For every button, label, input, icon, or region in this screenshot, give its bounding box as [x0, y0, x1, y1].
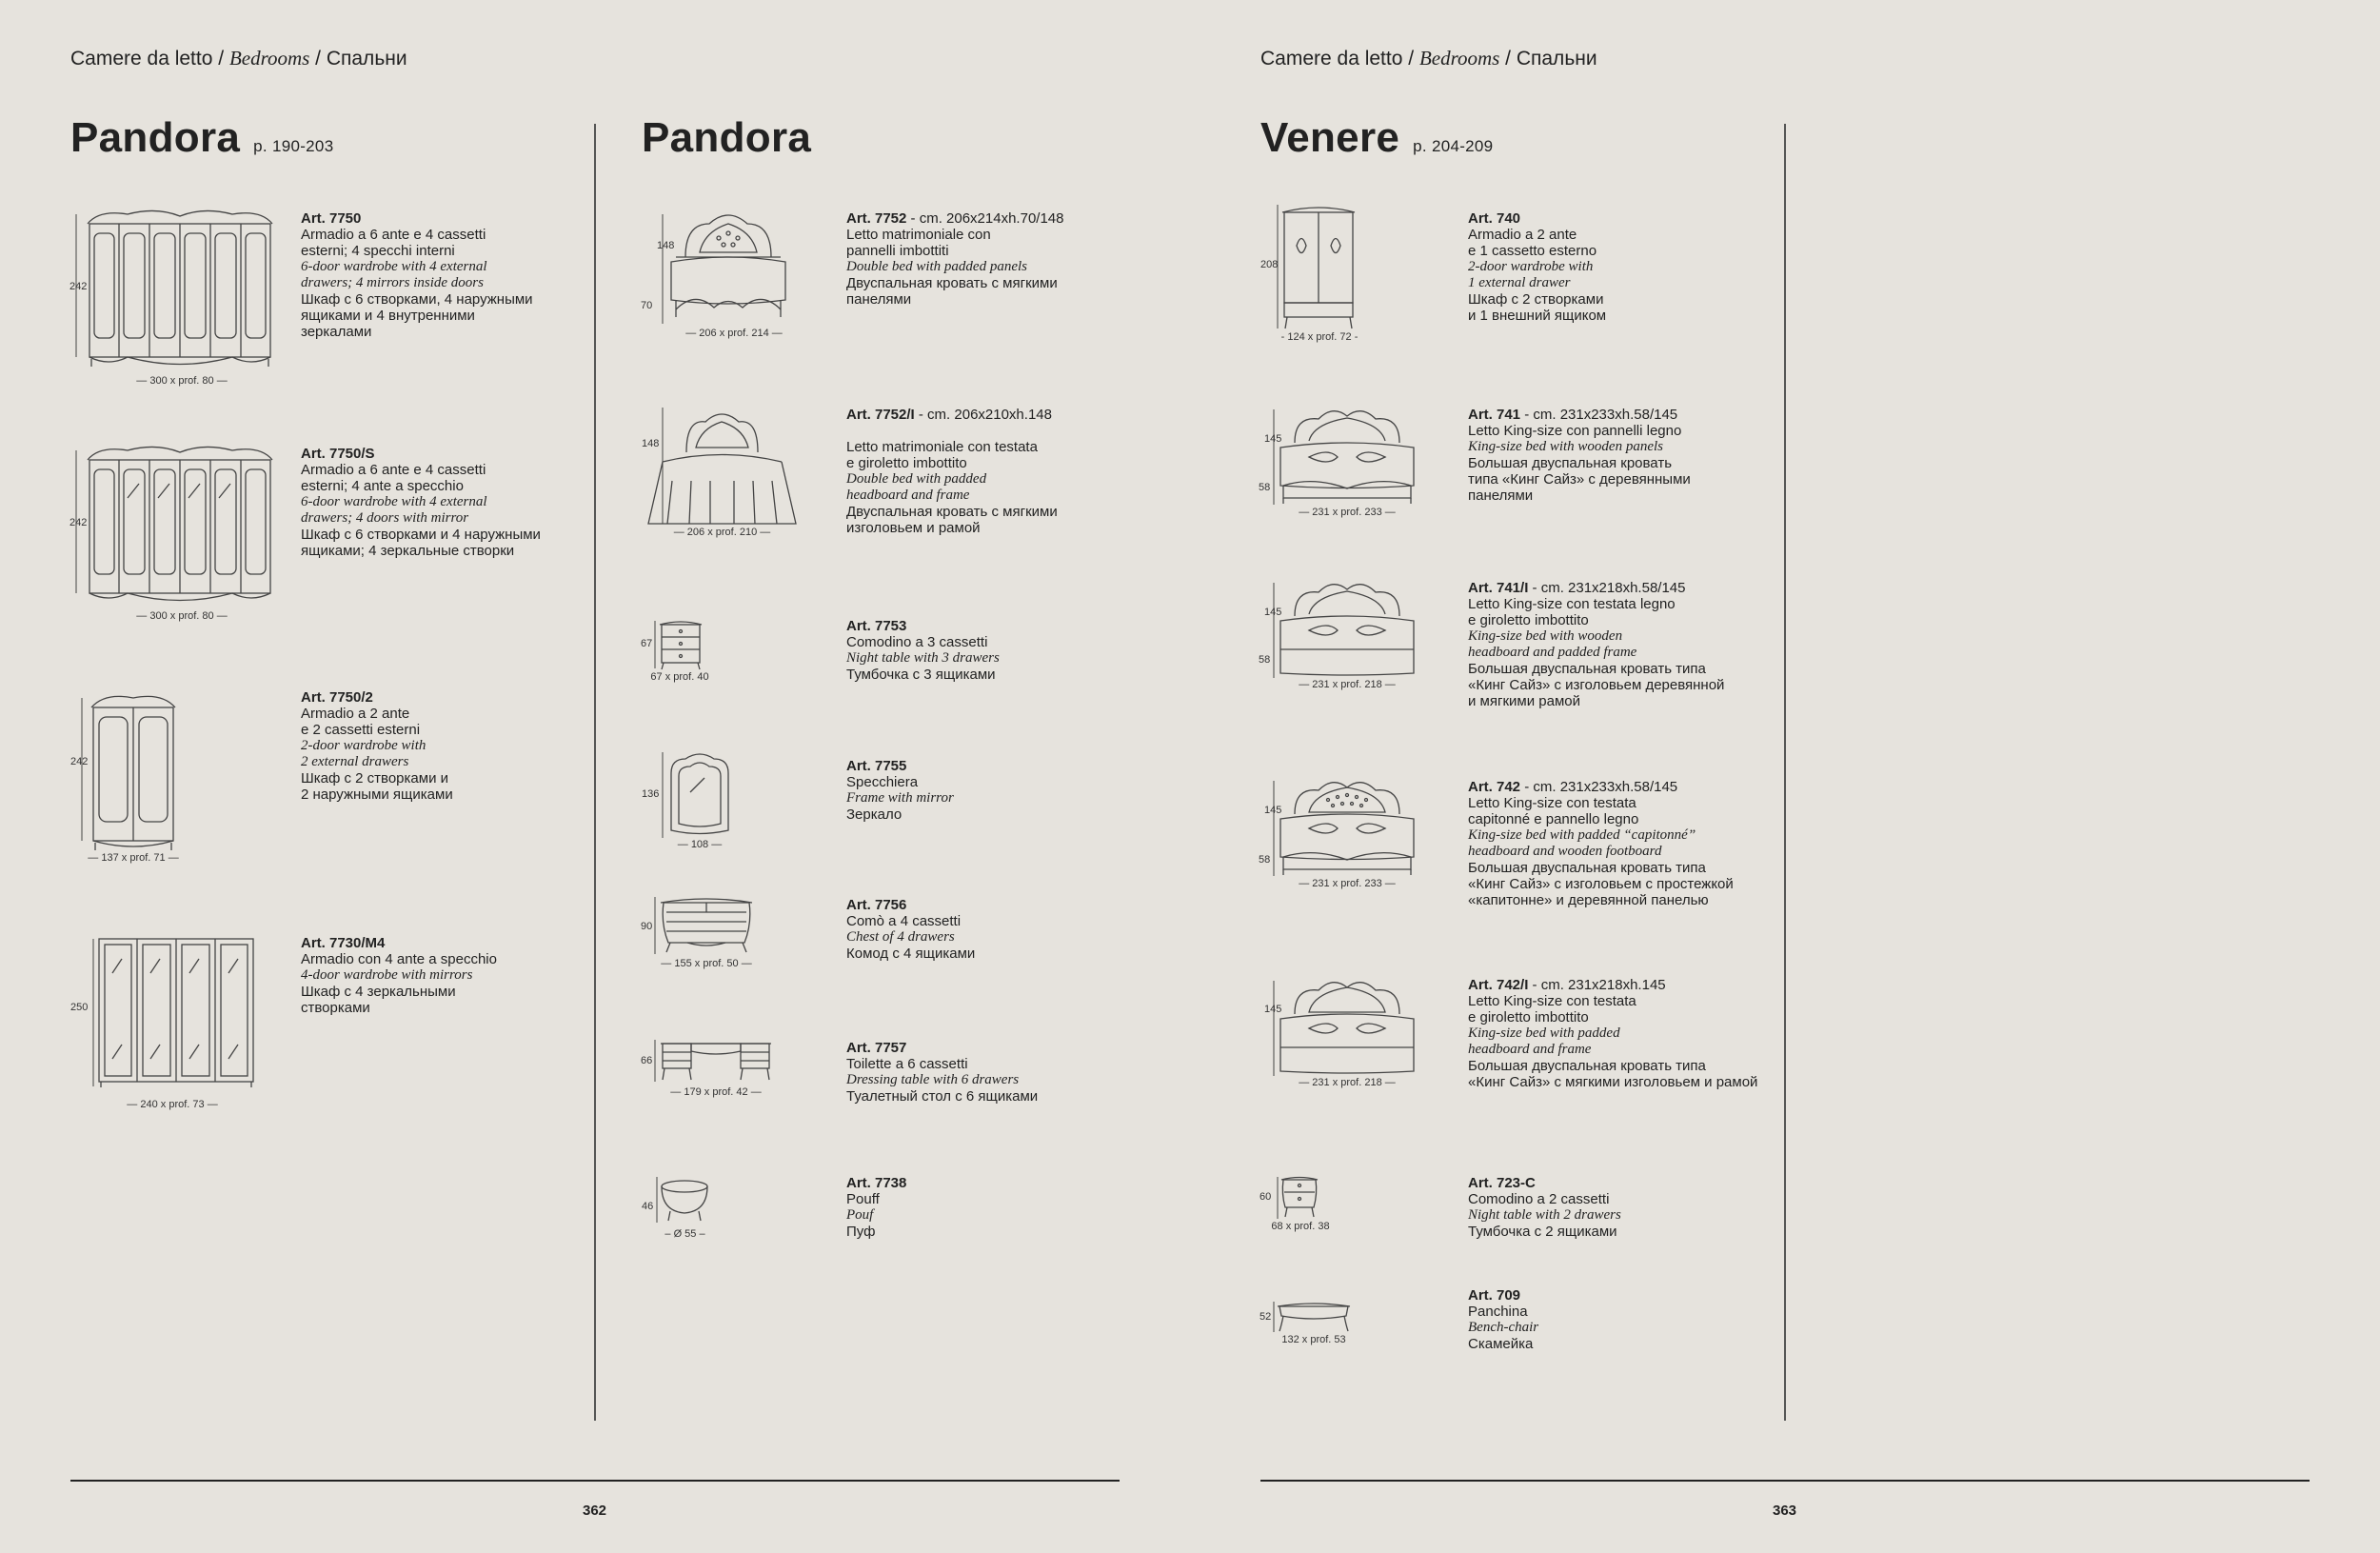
height-label: 46 — [642, 1201, 654, 1212]
width-label: — 206 x prof. 210 — — [673, 527, 771, 538]
bed-741i-drawing — [1276, 578, 1418, 683]
item-740: Art. 740 Armadio a 2 ante e 1 cassetto esterno 2-door wardrobe with 1 external drawer Шкаф с 2 створками и 1 внешний ящиком — [1468, 210, 1607, 324]
item-7752i: Art. 7752/I - cm. 206x210xh.148 Letto matrimoniale con testata e giroletto imbottito Double bed with padded headboard and frame Двуспальная кровать с мягкими изголовьем и рамой — [846, 407, 1058, 536]
page-number-left: 362 — [583, 1503, 607, 1519]
footer-rule-right — [1260, 1480, 2310, 1482]
item-742: Art. 742 - cm. 231x233xh.58/145 Letto King-size con testata capitonné e pannello legno King-size bed with padded “capitonné” headboard and wooden footboard Большая двуспальная кровать типа «Кинг Сайз» с изголовьем с простежкой «капитонне» и деревянной панелью — [1468, 779, 1734, 908]
height-line — [1272, 1302, 1276, 1332]
height-label: 148 — [642, 438, 660, 449]
width-label: — 240 x prof. 73 — — [127, 1099, 218, 1110]
height-line — [653, 1040, 657, 1082]
height-label: 70 — [641, 300, 653, 311]
item-7753: Art. 7753 Comodino a 3 cassetti Night table with 3 drawers Тумбочка с 3 ящиками — [846, 618, 1000, 683]
bed-741-drawing — [1276, 405, 1418, 509]
width-label: — 231 x prof. 218 — — [1299, 1077, 1396, 1088]
item-709: Art. 709 Panchina Bench-chair Скамейка — [1468, 1287, 1539, 1352]
item-7755: Art. 7755 Specchiera Frame with mirror Зеркало — [846, 758, 954, 823]
width-label: — 231 x prof. 218 — — [1299, 679, 1396, 690]
nightstand-723c-drawing — [1279, 1175, 1319, 1224]
height-line — [1276, 1177, 1279, 1219]
height-line — [661, 752, 664, 838]
height-label: 58 — [1259, 654, 1271, 666]
width-label: — 300 x prof. 80 — — [136, 610, 228, 622]
height-line — [661, 408, 664, 524]
item-7738: Art. 7738 Pouff Pouf Пуф — [846, 1175, 907, 1240]
width-label: 67 x prof. 40 — [650, 671, 709, 683]
item-7750-2: Art. 7750/2 Armadio a 2 ante e 2 cassetti esterni 2-door wardrobe with 2 external drawers Шкаф с 2 створками и 2 наружными ящиками — [301, 689, 453, 803]
height-line — [1272, 781, 1276, 876]
width-label: — 137 x prof. 71 — — [88, 852, 179, 864]
height-label: 208 — [1260, 259, 1279, 270]
page-number-right: 363 — [1773, 1503, 1797, 1519]
item-7752: Art. 7752 - cm. 206x214xh.70/148 Letto matrimoniale con pannelli imbottiti Double bed with padded panels Двуспальная кровать с мягкими панелями — [846, 210, 1064, 308]
section-title-pandora-2: Pandora — [642, 114, 812, 161]
height-label: 60 — [1259, 1191, 1272, 1203]
bed-7752-drawing — [666, 205, 790, 329]
width-label: 132 x prof. 53 — [1281, 1334, 1346, 1345]
item-723c: Art. 723-C Comodino a 2 cassetti Night table with 2 drawers Тумбочка с 2 ящиками — [1468, 1175, 1621, 1240]
item-7750s: Art. 7750/S Armadio a 6 ante e 4 cassetti esterni; 4 ante a specchio 6-door wardrobe with 4 external drawers; 4 doors with mirror Шкаф с 6 створками и 4 наружными ящиками; 4 зеркальные створки — [301, 446, 541, 559]
height-label: 58 — [1259, 482, 1271, 493]
section-title-pandora-1: Pandora p. 190-203 — [70, 114, 334, 161]
dressing-table-7757-drawing — [659, 1038, 773, 1090]
height-line — [655, 1177, 659, 1223]
item-7750: Art. 7750 Armadio a 6 ante e 4 cassetti esterni; 4 specchi interni 6-door wardrobe with 4 external drawers; 4 mirrors inside doors Шкаф с 6 створками, 4 наружными ящиками и 4 внутренними зеркалами — [301, 210, 533, 340]
height-label: 52 — [1259, 1311, 1272, 1323]
item-7756: Art. 7756 Comò a 4 cassetti Chest of 4 drawers Комод с 4 ящиками — [846, 897, 976, 962]
wardrobe-7750s-drawing — [80, 441, 280, 612]
item-741: Art. 741 - cm. 231x233xh.58/145 Letto King-size con pannelli legno King-size bed with wooden panels Большая двуспальная кровать типа «Кинг Сайз» с деревянными панелями — [1468, 407, 1691, 504]
height-line — [1272, 409, 1276, 505]
width-label: — 206 x prof. 214 — — [685, 328, 783, 339]
width-label: — 231 x prof. 233 — — [1299, 878, 1396, 889]
height-label: 67 — [641, 638, 653, 649]
height-line — [653, 897, 657, 954]
wardrobe-740-drawing — [1279, 203, 1358, 336]
section-title-venere: Venere p. 204-209 — [1260, 114, 1494, 161]
wardrobe-7730-drawing — [95, 935, 257, 1097]
height-label: 145 — [1264, 607, 1282, 618]
width-label: - 124 x prof. 72 - — [1280, 331, 1359, 343]
item-741i: Art. 741/I - cm. 231x218xh.58/145 Letto King-size con testata legno e giroletto imbottito King-size bed with wooden headboard and padded frame Большая двуспальная кровать типа «Кинг Сайз» с изголовьем деревянной и мягкими рамой — [1468, 580, 1725, 709]
width-label: — 300 x prof. 80 — — [136, 375, 228, 387]
height-label: 145 — [1264, 1004, 1282, 1015]
footer-rule-left — [70, 1480, 1120, 1482]
height-label: 145 — [1264, 433, 1282, 445]
height-line — [80, 698, 84, 841]
height-label: 250 — [70, 1002, 89, 1013]
chest-7756-drawing — [659, 895, 754, 962]
width-label: – Ø 55 – — [664, 1228, 705, 1240]
height-line — [1272, 583, 1276, 678]
height-label: 148 — [657, 240, 675, 251]
height-line — [91, 939, 95, 1086]
bed-742-drawing — [1276, 776, 1418, 881]
nightstand-7753-drawing — [657, 619, 704, 676]
bed-742i-drawing — [1276, 976, 1418, 1081]
height-label: 242 — [69, 517, 88, 528]
mirror-7755-drawing — [666, 749, 733, 845]
breadcrumb-right: Camere da letto / Bedrooms / Спальни — [1260, 47, 1597, 70]
bed-7752i-drawing — [644, 405, 801, 533]
height-label: 242 — [70, 756, 89, 767]
item-742i: Art. 742/I - cm. 231x218xh.145 Letto King-size con testata e giroletto imbottito King-size bed with padded headboard and frame Большая двуспальная кровать типа «Кинг Сайз» с мягкими изголовьем и рамой — [1468, 977, 1758, 1090]
wardrobe-7750-drawing — [80, 205, 280, 376]
height-label: 90 — [641, 921, 653, 932]
breadcrumb-left: Camere da letto / Bedrooms / Спальни — [70, 47, 407, 70]
height-label: 66 — [641, 1055, 653, 1066]
height-line — [661, 214, 664, 324]
wardrobe-7750-2-drawing — [86, 688, 181, 860]
pouf-7738-drawing — [659, 1177, 711, 1229]
item-7730: Art. 7730/M4 Armadio con 4 ante a specchio 4-door wardrobe with mirrors Шкаф с 4 зеркальными створками — [301, 935, 497, 1016]
width-label: — 231 x prof. 233 — — [1299, 507, 1396, 518]
width-label: — 155 x prof. 50 — — [661, 958, 752, 969]
height-label: 136 — [642, 788, 660, 800]
item-7757: Art. 7757 Toilette a 6 cassetti Dressing table with 6 drawers Туалетный стол с 6 ящиками — [846, 1040, 1039, 1105]
width-label: 68 x prof. 38 — [1271, 1221, 1330, 1232]
height-line — [653, 621, 657, 668]
height-label: 145 — [1264, 805, 1282, 816]
height-line — [1272, 981, 1276, 1076]
width-label: — 179 x prof. 42 — — [670, 1086, 762, 1098]
height-label: 58 — [1259, 854, 1271, 866]
width-label: — 108 — — [677, 839, 723, 850]
height-label: 242 — [69, 281, 88, 292]
